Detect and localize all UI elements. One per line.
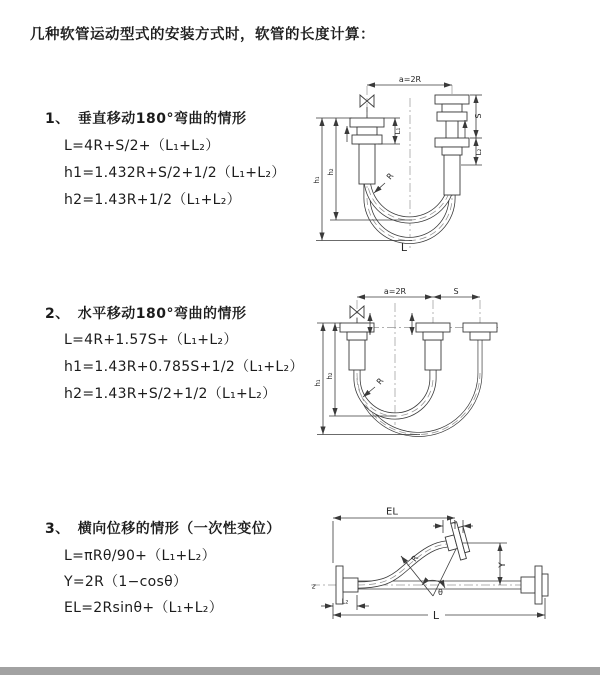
formula-line: h2=1.43R+1/2（L₁+L₂） bbox=[64, 192, 241, 208]
section-1-number: 1、 bbox=[45, 111, 70, 127]
dimension-s-l2 bbox=[461, 95, 483, 165]
dimension-l-total bbox=[333, 598, 545, 622]
diagram-horizontal-180 bbox=[300, 283, 600, 458]
diagram-lateral-displacement bbox=[295, 503, 600, 653]
dim-label-l1: L₁ bbox=[449, 517, 457, 526]
formula-line: EL=2Rsinθ+（L₁+L₂） bbox=[64, 600, 224, 616]
angle-radius-construction bbox=[401, 549, 456, 597]
dim-label-l1: L₁ bbox=[394, 127, 402, 135]
hose-shallow-position bbox=[367, 150, 452, 220]
dim-label-s: S bbox=[474, 113, 483, 119]
dimension-l2 bbox=[321, 595, 369, 610]
dim-label-l2: L₂ bbox=[341, 597, 349, 606]
page-bottom-edge bbox=[0, 667, 600, 675]
angle-label-theta: θ bbox=[438, 588, 443, 597]
dim-label-l: L bbox=[432, 609, 440, 622]
dim-label-h2: h₂ bbox=[327, 168, 335, 176]
dim-label-l2: L₂ bbox=[475, 148, 483, 156]
formula-line: L=4R+S/2+（L₁+L₂） bbox=[64, 138, 220, 154]
dim-label-l-total: L bbox=[400, 241, 408, 254]
formula-line: Y=2R（1−cosθ） bbox=[64, 574, 188, 590]
formula-line: h1=1.432R+S/2+1/2（L₁+L₂） bbox=[64, 165, 286, 181]
dim-label-a2r: a=2R bbox=[398, 75, 422, 84]
formula-line: h2=1.43R+S/2+1/2（L₁+L₂） bbox=[64, 386, 277, 402]
left-end-fitting bbox=[340, 323, 374, 370]
dim-label-h1: h₁ bbox=[314, 379, 322, 387]
formula-line: L=4R+1.57S+（L₁+L₂） bbox=[64, 332, 238, 348]
dimension-a2r-s bbox=[357, 287, 480, 297]
formula-line: h1=1.43R+0.785S+1/2（L₁+L₂） bbox=[64, 359, 304, 375]
middle-end-fitting bbox=[416, 323, 450, 370]
section-2-number: 2、 bbox=[45, 306, 70, 322]
section-3-title: 横向位移的情形（一次性变位） bbox=[77, 521, 281, 537]
page-title: 几种软管运动型式的安装方式时，软管的长度计算： bbox=[30, 27, 375, 43]
dim-label-y: Y bbox=[498, 562, 508, 568]
dim-label-r: R bbox=[374, 376, 386, 387]
section-2-heading bbox=[45, 303, 246, 323]
dim-label-h1: h₁ bbox=[313, 176, 321, 184]
dim-label-h2: h₂ bbox=[326, 372, 334, 380]
dim-label-el: EL bbox=[386, 506, 398, 518]
dim-label-r: R bbox=[384, 171, 396, 182]
hose-shifted-position bbox=[357, 339, 480, 434]
right-end-fitting bbox=[435, 95, 469, 195]
radius-callout bbox=[374, 171, 396, 193]
dim-label-s: S bbox=[453, 287, 459, 296]
section-1-heading bbox=[45, 108, 246, 128]
dimension-el bbox=[333, 507, 455, 564]
right-end-fitting bbox=[463, 323, 497, 340]
dimension-a2r bbox=[367, 75, 452, 85]
section-3-number: 3、 bbox=[45, 521, 70, 537]
centerline-mark: z bbox=[312, 582, 316, 591]
dim-label-a2r: a=2R bbox=[383, 287, 407, 296]
tilted-end-flange bbox=[442, 517, 471, 562]
dim-label-r: R bbox=[409, 553, 421, 564]
section-2-title: 水平移动180°弯曲的情形 bbox=[77, 306, 247, 322]
hose-deep-position bbox=[367, 150, 452, 241]
diagram-vertical-180 bbox=[300, 70, 600, 265]
formula-line: L=πRθ/90+（L₁+L₂） bbox=[64, 548, 216, 564]
section-3-heading bbox=[45, 518, 281, 538]
left-end-fitting bbox=[350, 118, 384, 184]
radius-callout bbox=[363, 376, 386, 397]
hose-centerline bbox=[367, 178, 452, 221]
section-1-title: 垂直移动180°弯曲的情形 bbox=[77, 111, 247, 127]
